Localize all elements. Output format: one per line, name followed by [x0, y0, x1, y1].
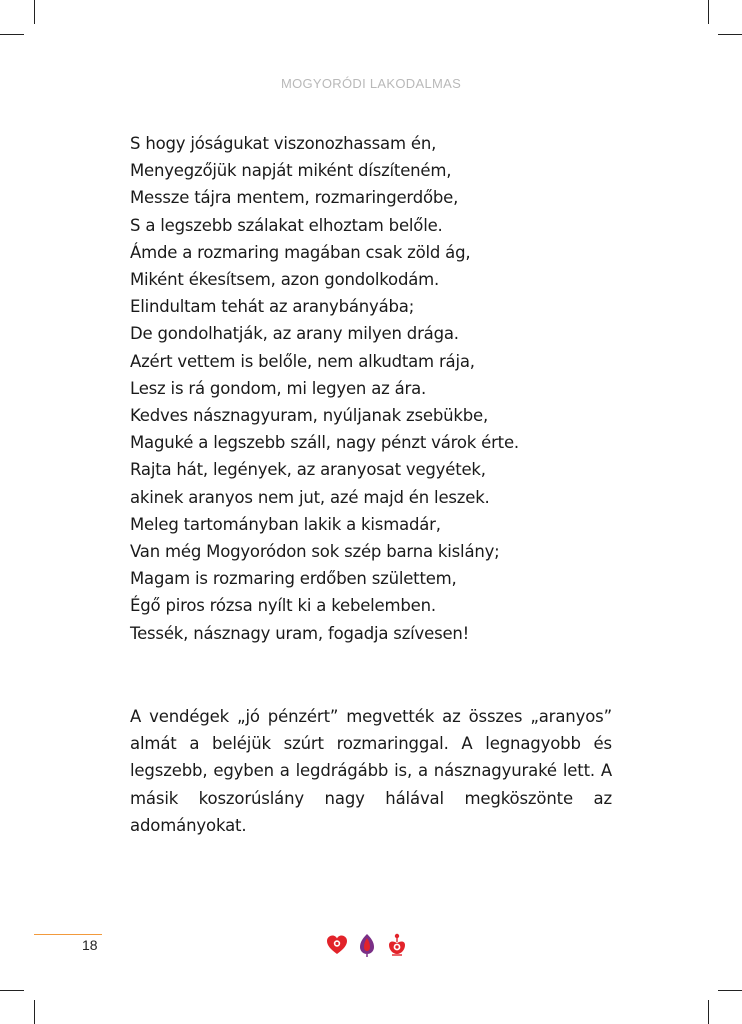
poem-line: Égő piros rózsa nyílt ki a kebelemben.	[130, 596, 436, 616]
poem-line: Elindultam tehát az aranybányába;	[130, 297, 415, 317]
crop-mark-bottom-right	[708, 1000, 709, 1024]
crop-mark-bottom-left	[34, 1000, 35, 1024]
tulip-ornament-icon	[356, 932, 378, 958]
poem-line: Tessék, násznagy uram, fogadja szívesen!	[130, 623, 470, 643]
poem-line: Ámde a rozmaring magában csak zöld ág,	[130, 242, 471, 262]
crop-mark-top-left	[34, 0, 35, 24]
poem-line: Messze tájra mentem, rozmaringerdőbe,	[130, 188, 459, 208]
footer-rule	[34, 934, 102, 935]
heart-ornament-icon	[326, 932, 348, 958]
poem-line: De gondolhatják, az arany milyen drága.	[130, 324, 459, 344]
flower-ornament-icon	[386, 932, 408, 958]
poem-line: Van még Mogyoródon sok szép barna kislány;	[130, 542, 500, 562]
crop-mark-bottom-left-h	[0, 990, 24, 991]
crop-mark-top-right-h	[718, 34, 742, 35]
poem-line: Miként ékesítsem, azon gondolkodám.	[130, 270, 440, 290]
poem-line: Kedves násznagyuram, nyúljanak zsebükbe,	[130, 406, 489, 426]
poem-line: Maguké a legszebb száll, nagy pénzt várok érte.	[130, 433, 519, 453]
poem-line: S a legszebb szálakat elhoztam belőle.	[130, 215, 443, 235]
poem-line: akinek aranyos nem jut, azé majd én leszek.	[130, 487, 490, 507]
page-number: 18	[82, 937, 98, 953]
prose-paragraph: A vendégek „jó pénzért” megvették az összes „aranyos” almát a beléjük szúrt rozmaringgal. A legnagyobb és legszebb, egyben a legdrágább is, a násznagyuraké lett. A másik koszorúslány nagy hálával megköszönte az adományokat.	[130, 707, 612, 835]
running-head: MOGYORÓDI LAKODALMAS	[280, 76, 462, 91]
poem-line: S hogy jóságukat viszonozhassam én,	[130, 134, 437, 153]
poem-line: Meleg tartományban lakik a kismadár,	[130, 514, 441, 534]
poem	[130, 130, 650, 647]
poem-line: Menyegzőjük napját miként díszíteném,	[130, 161, 452, 181]
poem-line: Lesz is rá gondom, mi legyen az ára.	[130, 378, 427, 398]
crop-mark-bottom-right-h	[718, 990, 742, 991]
footer-ornaments	[326, 930, 416, 960]
poem-line: Rajta hát, legények, az aranyosat vegyétek,	[130, 460, 486, 480]
poem-line: Magam is rozmaring erdőben születtem,	[130, 569, 457, 589]
crop-mark-top-right	[708, 0, 709, 24]
poem-line: Azért vettem is belőle, nem alkudtam rája,	[130, 351, 475, 371]
crop-mark-top-left-h	[0, 34, 24, 35]
